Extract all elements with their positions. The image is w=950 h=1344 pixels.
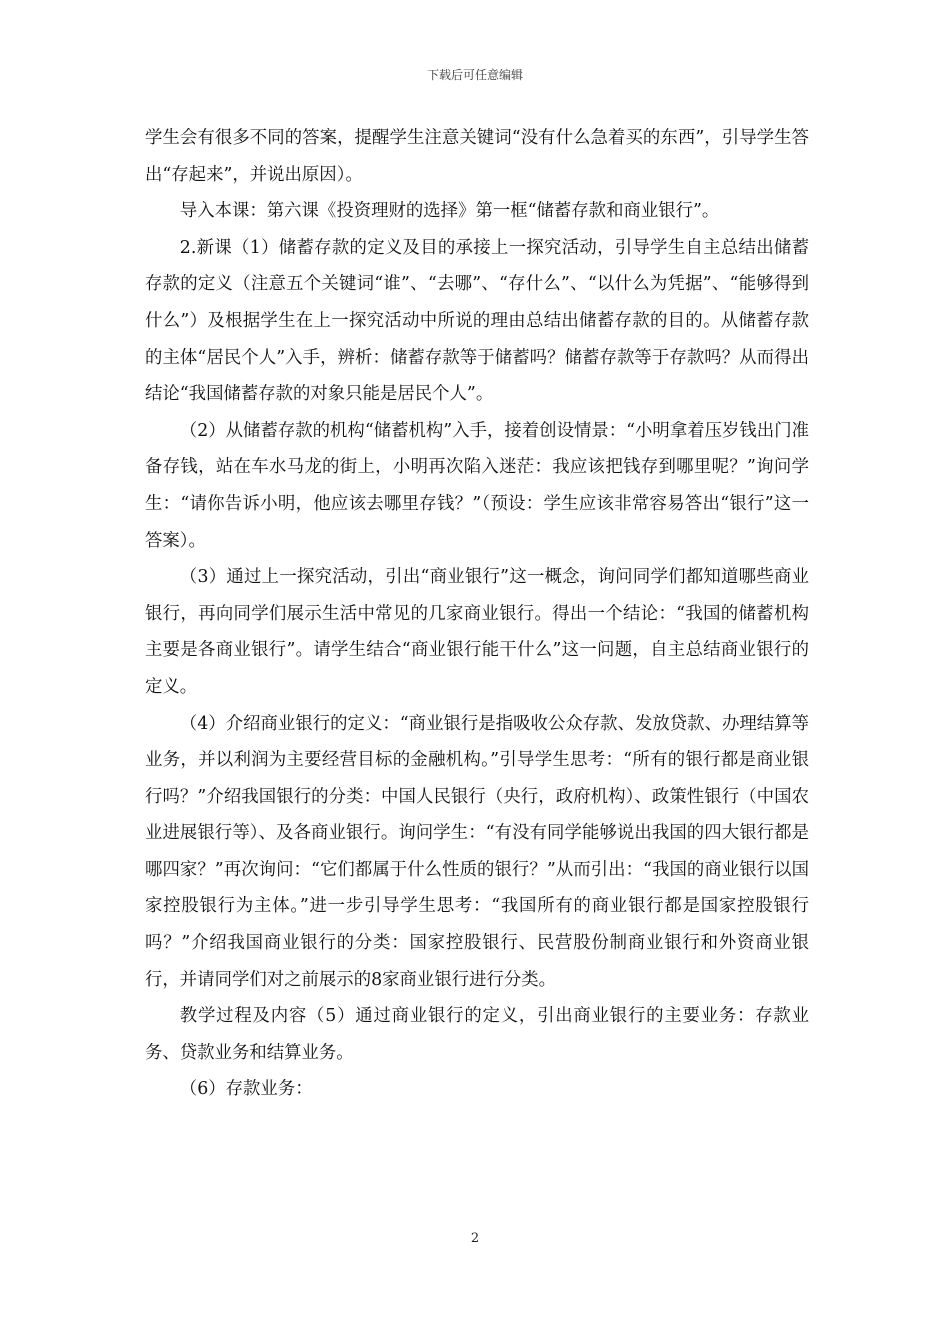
paragraph-7: 教学过程及内容（5）通过商业银行的定义，引出商业银行的主要业务：存款业务、贷款业务和结算业务。 xyxy=(145,1006,809,1063)
paragraph-6: （4）介绍商业银行的定义：“商业银行是指吸收公众存款、发放贷款、办理结算等业务，并以利润为主要经营目标的金融机构。”引导学生思考：“所有的银行都是商业银行吗？”介绍我国银行的分类：中国人民银行（央行，政府机构）、政策性银行（中国农业进展银行等）、及各商业银行。询问学生：“有没有同学能够说出我国的四大银行都是哪四家？”再次询问：“它们都属于什么性质的银行？”从而引出：“我国的商业银行以国家控股银行为主体。”进一步引导学生思考：“我国所有的商业银行都是国家控股银行吗？”介绍我国商业银行的分类：国家控股银行、民营股份制商业银行和外资商业银行，并请同学们对之前展示的8家商业银行进行分类。 xyxy=(145,713,809,990)
page-header: 下载后可任意编辑 xyxy=(426,68,523,82)
paragraph-5: （3）通过上一探究活动，引出“商业银行”这一概念，询问同学们都知道哪些商业银行，再向同学们展示生活中常见的几家商业银行。得出一个结论：“我国的储蓄机构主要是各商业银行”。请学生结合“商业银行能干什么”这一问题，自主总结商业银行的定义。 xyxy=(145,567,809,697)
paragraph-4: （2）从储蓄存款的机构“储蓄机构”入手，接着创设情景：“小明拿着压岁钱出门准备存钱，站在车水马龙的街上，小明再次陷入迷茫：我应该把钱存到哪里呢？”询问学生：“请你告诉小明，他应该去哪里存钱？”（预设：学生应该非常容易答出“银行”这一答案）。 xyxy=(145,420,809,551)
paragraph-8: （6）存款业务： xyxy=(179,1079,313,1100)
body-text xyxy=(145,120,809,1108)
paragraph-3: 2.新课（1）储蓄存款的定义及目的承接上一探究活动，引导学生自主总结出储蓄存款的定义（注意五个关键词“谁”、“去哪”、“存什么”、“以什么为凭据”、“能够得到什么”）及根据学生在上一探究活动中所说的理由总结出储蓄存款的目的。从储蓄存款的主体“居民个人”入手，辨析：储蓄存款等于储蓄吗？储蓄存款等于存款吗？从而得出结论“我国储蓄存款的对象只能是居民个人”。 xyxy=(145,237,809,405)
paragraph-2: 导入本课：第六课《投资理财的选择》第一框“储蓄存款和商业银行”。 xyxy=(179,201,720,222)
page-number: 2 xyxy=(470,1231,480,1246)
paragraph-1: 学生会有很多不同的答案，提醒学生注意关键词“没有什么急着买的东西”，引导学生答出“存起来”，并说出原因）。 xyxy=(145,128,809,185)
